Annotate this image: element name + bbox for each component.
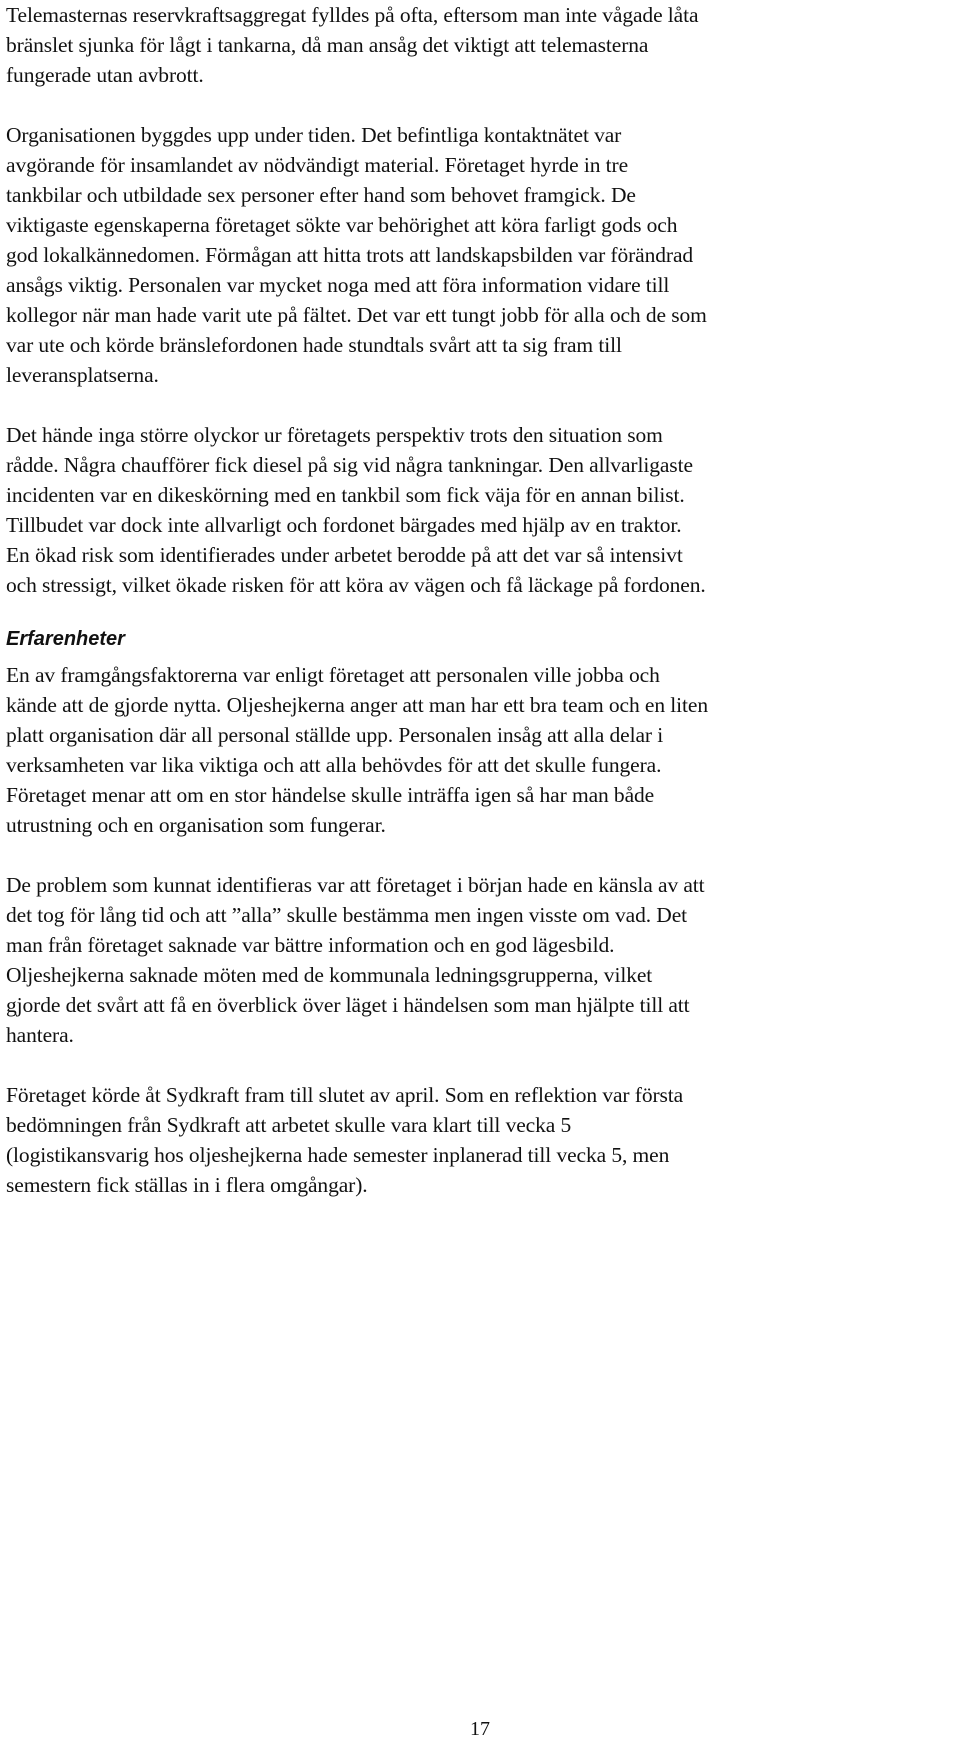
paragraph: Det hände inga större olyckor ur företagets perspektiv trots den situation som rådde. Några chaufförer fick diesel på sig vid några tankningar. Den allvarligaste incidenten var en dikeskörning med en tankbil som fick väja för en annan bilist. Tillbudet var dock inte allvarligt och fordonet bärgades med hjälp av en traktor. En ökad risk som identifierades under arbetet berodde på att det var så intensivt och stressigt, vilket ökade risken för att köra av vägen och få läckage på fordonen. — [6, 423, 706, 597]
paragraph: Företaget körde åt Sydkraft fram till slutet av april. Som en reflektion var första bedömningen från Sydkraft att arbetet skulle vara klart till vecka 5 (logistikansvarig hos oljeshejkerna hade semester inplanerad till vecka 5, men semestern fick ställas in i flera omgångar). — [6, 1083, 684, 1197]
section-heading: Erfarenheter — [6, 628, 125, 650]
paragraph: De problem som kunnat identifieras var att företaget i början hade en känsla av att det tog för lång tid och att ”alla” skulle bestämma men ingen visste om vad. Det man från företaget saknade var bättre information och en god lägesbild. Oljeshejkerna saknade möten med de kommunala ledningsgrupperna, vilket gjorde det svårt att få en överblick över läget i händelsen som man hjälpte till att hantera. — [6, 873, 705, 1047]
page-number: 17 — [470, 1718, 490, 1740]
document-page — [6, 0, 954, 1200]
paragraph: En av framgångsfaktorerna var enligt företaget att personalen ville jobba och kände att de gjorde nytta. Oljeshejkerna anger att man har ett bra team och en liten platt organisation där all personal ställde upp. Personalen insåg att alla delar i verksamheten var lika viktiga och att alla behövdes för att det skulle fungera. Företaget menar att om en stor händelse skulle inträffa igen så har man både utrustning och en organisation som fungerar. — [6, 663, 709, 837]
paragraph: Telemasternas reservkraftsaggregat fylldes på ofta, eftersom man inte vågade låta bränslet sjunka för lågt i tankarna, då man ansåg det viktigt att telemasterna fungerade utan avbrott. — [6, 3, 699, 87]
paragraph: Organisationen byggdes upp under tiden. Det befintliga kontaktnätet var avgörande för insamlandet av nödvändigt material. Företaget hyrde in tre tankbilar och utbildade sex personer efter hand som behovet framgick. De viktigaste egenskaperna företaget sökte var behörighet att köra farligt gods och god lokalkännedomen. Förmågan att hitta trots att landskapsbilden var förändrad ansågs viktig. Personalen var mycket noga med att föra information vidare till kollegor när man hade varit ute på fältet. Det var ett tungt jobb för alla och de som var ute och körde bränslefordonen hade stundtals svårt att ta sig fram till leveransplatserna. — [6, 123, 707, 387]
